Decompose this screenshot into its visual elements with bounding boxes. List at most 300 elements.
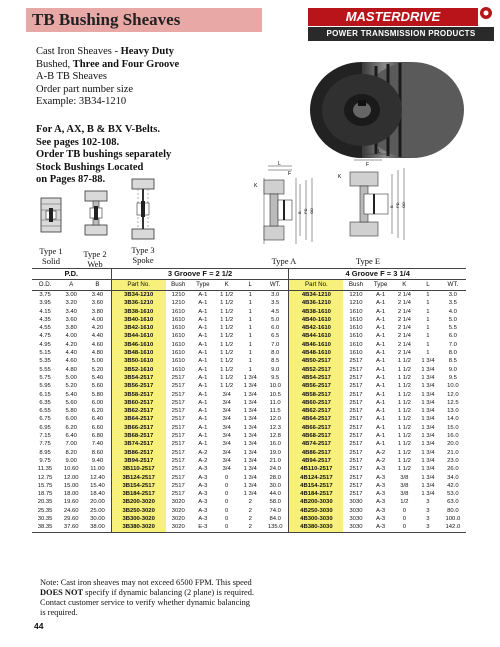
col-header: A [58,280,84,291]
table-cell: 1 3/4 [421,433,435,440]
table-cell: 1 3/4 [421,391,435,398]
table-cell: 1 3/4 [421,482,435,489]
table-cell: 0 [215,523,239,532]
part-number-cell: 4B54-2517 [289,374,344,382]
table-cell: 1 [248,325,252,332]
table-cell: 13.0 [447,408,459,415]
table-cell: 4.40 [91,333,104,340]
footnote-line: Note: Cast iron sheaves may not exceed 6500 FPM. This speed [40,578,252,587]
table-cell: 1 1/2 [397,457,411,464]
col-header: Part No. [111,280,166,291]
table-cell: 2 [248,499,252,506]
table-cell: 3 [426,516,430,523]
part-number-cell: 4B184-2517 [289,490,344,498]
table-cell: 2 [248,516,252,523]
dim-pd-label: PD [303,208,308,214]
group-header-3-groove: 3 Groove F = 2 1/2 [111,269,289,280]
part-number-cell: 4B36-1210 [289,299,344,307]
table-cell: A-2 [375,449,386,456]
table-cell: 5.55 [39,366,51,373]
table-cell: 2 1/4 [397,350,411,357]
part-number-cell: 4B124-2517 [289,474,344,482]
table-cell: 1/2 [400,499,409,506]
table-cell: 142.0 [440,523,466,532]
table-row [32,490,466,498]
table-cell: A-3 [375,507,386,514]
table-cell: 1 3/4 [243,457,257,464]
intro-text [36,46,179,109]
footnote-line: Contact customer service to verify whether dynamic balancing [40,598,250,607]
part-number-cell: 3B68-2517 [111,432,166,440]
table-cell: 1 1/2 [397,441,411,448]
table-cell: 9.5 [271,374,280,381]
table-cell: 2517 [171,399,185,406]
table-cell: 3.20 [65,300,77,307]
table-cell: A-3 [198,499,208,506]
table-cell: 12.5 [447,399,459,406]
table-cell: 3.60 [65,316,77,323]
table-cell: 0 [225,491,229,498]
table-cell: 1210 [171,292,185,298]
table-cell: 1 [248,316,252,323]
table-row [32,424,466,432]
table-cell: 3/8 [400,482,409,489]
table-cell: 1 3/4 [243,408,257,415]
table-cell: 2517 [349,408,363,415]
table-row [32,440,466,448]
dim-pd-label: PD [395,202,400,208]
table-cell: 4.40 [65,350,77,357]
table-cell: 0 [225,499,229,506]
table-cell: 6.20 [65,424,77,431]
part-number-cell: 3B74-2517 [111,440,166,448]
table-cell: 1610 [171,350,185,357]
table-cell: 5.15 [39,350,51,357]
table-cell: 1610 [171,333,185,340]
part-number-cell: 3B54-2517 [111,374,166,382]
table-cell: 6.75 [39,416,51,423]
table-cell: 9.0 [448,366,457,373]
table-cell: 100.0 [445,516,461,523]
table-cell: 1 1/2 [220,308,234,315]
col-header: K [393,280,417,291]
table-cell: 1 1/2 [220,300,234,307]
table-cell: 4.55 [39,325,51,332]
table-cell: 9.40 [91,457,104,464]
table-cell: 3.0 [271,292,280,298]
col-header: Bush [343,280,368,291]
table-cell: 135.0 [262,523,289,532]
table-cell: 2517 [171,416,185,423]
table-row [32,399,466,407]
table-cell: 1 3/4 [421,441,435,448]
table-cell: 1 1/2 [397,391,411,398]
table-cell: 3.75 [39,292,51,298]
table-cell: 3/4 [222,441,231,448]
table-cell: 9.75 [39,457,51,464]
table-cell: A-3 [369,523,393,532]
table-cell: 4.0 [448,308,457,315]
table-cell: 2517 [349,474,363,481]
table-cell: A-1 [375,333,386,340]
group-header-pd: P.D. [32,269,111,280]
table-cell: 8.5 [271,358,280,365]
table-row [32,474,466,482]
part-number-cell: 4B42-1610 [289,324,344,332]
part-number-cell: 3B62-2517 [111,407,166,415]
intro-line-5: Example: 3B34-1210 [36,96,127,108]
table-cell: 1 3/4 [243,433,257,440]
table-cell: 7.0 [271,341,280,348]
table-cell: A-1 [375,292,386,298]
table-cell: A-1 [198,374,208,381]
table-cell: 2517 [171,482,185,489]
table-cell: 1 1/2 [220,374,234,381]
table-cell: 10.60 [63,466,79,473]
intro-line-3: A-B TB Sheaves [36,71,107,83]
table-row [32,407,466,415]
table-cell: A-3 [198,474,208,481]
table-cell: A-3 [375,491,386,498]
dim-l-label: L [278,161,281,167]
table-row [32,449,466,457]
table-cell: A-3 [198,482,208,489]
table-cell: 2517 [349,383,363,390]
table-cell: 3/4 [222,457,231,464]
table-cell: A-1 [375,391,386,398]
table-cell: 2517 [349,399,363,406]
table-cell: 5.00 [91,358,104,365]
table-cell: 1 [248,350,252,357]
table-cell: 3 [426,507,430,514]
table-cell: 2517 [171,466,185,473]
table-cell: 9.5 [448,374,457,381]
table-cell: A-1 [375,316,386,323]
table-cell: 2517 [349,374,363,381]
table-cell: A-1 [198,358,208,365]
table-row [32,482,466,490]
table-cell: 1 3/4 [243,482,257,489]
table-cell: A-1 [375,441,386,448]
table-cell: 0 [402,507,407,514]
table-cell: 1 3/4 [421,424,435,431]
table-row [32,299,466,307]
table-cell: A-1 [198,416,208,423]
table-cell: 1 3/4 [421,457,435,464]
table-cell: A-1 [375,325,386,332]
table-row [32,349,466,357]
table-cell: 34.0 [447,474,459,481]
table-cell: 4.95 [39,341,51,348]
table-cell: 4.35 [39,316,51,323]
part-number-cell: 4B48-1610 [289,349,344,357]
table-cell: A-1 [375,341,386,348]
table-cell: 4.15 [39,308,51,315]
table-cell: 58.0 [269,499,281,506]
table-cell: 1 1/2 [220,366,234,373]
table-cell: 1210 [349,300,363,307]
table-cell: 5.0 [271,316,280,323]
col-header: Bush [166,280,191,291]
part-number-cell: 3B34-1210 [111,291,166,300]
table-cell: 6.40 [91,416,104,423]
table-cell: 4.80 [65,366,77,373]
part-number-cell: 3B380-3020 [111,523,166,532]
table-row [32,374,466,382]
table-row [32,316,466,324]
table-cell: 6.80 [91,433,104,440]
table-cell: A-3 [375,474,386,481]
part-number-cell: 3B110-2517 [111,465,166,473]
table-cell: 3.95 [39,300,51,307]
col-header: Type [191,280,215,291]
table-cell: A-2 [198,449,208,456]
part-number-cell: 3B60-2517 [111,399,166,407]
table-cell: 1210 [349,292,363,298]
part-number-cell: 4B40-1610 [289,316,344,324]
table-cell: 3.80 [65,325,77,332]
table-cell: 1 [248,341,252,348]
table-cell: 20.35 [37,499,53,506]
table-cell: 4.5 [271,308,280,315]
table-cell: 12.3 [269,424,281,431]
table-cell: A-1 [375,433,386,440]
dim-od-label: OD [309,208,314,214]
table-cell: A-1 [198,292,208,298]
table-cell: 7.75 [39,441,51,448]
table-cell: A-1 [198,341,208,348]
table-cell: A-1 [198,433,208,440]
table-row [32,515,466,523]
table-cell: 3030 [349,499,363,506]
col-header: L [238,280,262,291]
part-number-cell: 4B86-2517 [289,449,344,457]
table-row [32,366,466,374]
table-cell: 1 1/2 [220,325,234,332]
table-cell: 1 3/4 [421,408,435,415]
table-cell: 3/4 [222,399,231,406]
table-cell: 1610 [171,308,185,315]
table-cell: 6.15 [39,391,51,398]
table-cell: A-1 [198,325,208,332]
table-row [32,523,466,532]
table-cell: 1 3/4 [421,491,435,498]
part-number-cell: 3B124-2517 [111,474,166,482]
table-body [32,291,466,533]
table-cell: 25.35 [37,507,53,514]
table-cell: 1 [426,316,430,323]
table-cell: 6.55 [39,408,51,415]
table-cell: A-1 [198,333,208,340]
table-cell: A-3 [375,516,386,523]
table-cell: A-1 [198,316,208,323]
table-cell: A-1 [198,383,208,390]
type-e-drawing [330,148,414,254]
part-number-cell: 3B48-1610 [111,349,166,357]
dim-f-label: F [366,162,370,168]
table-cell: 1 3/4 [421,466,435,473]
table-cell: 2517 [171,391,185,398]
table-cell: 2517 [349,457,363,464]
table-cell: 1 1/2 [397,424,411,431]
table-cell: 1 [248,300,252,307]
part-number-cell: 4B68-2517 [289,432,344,440]
part-number-cell: 3B64-2517 [111,415,166,423]
part-number-cell: 4B200-3030 [289,498,344,506]
table-cell: 1 3/4 [421,383,435,390]
table-row [32,391,466,399]
table-cell: 1 3/4 [243,383,257,390]
table-cell: 4.80 [91,350,104,357]
table-cell: 3020 [171,507,185,514]
part-number-cell: 4B56-2517 [289,382,344,390]
dim-b-label: B [297,211,302,214]
table-cell: 1 [426,300,430,307]
part-number-cell: 4B46-1610 [289,341,344,349]
table-cell: 1 3/4 [421,399,435,406]
table-cell: A-3 [198,516,208,523]
table-cell: 6.95 [39,424,51,431]
table-cell: 0 [225,474,229,481]
table-cell: 18.75 [37,491,53,498]
table-cell: 3/4 [222,424,231,431]
table-cell: 2517 [349,449,363,456]
part-number-cell: 4B110-2517 [289,465,344,473]
table-cell: 19.60 [63,499,79,506]
table-cell: 0 [225,507,229,514]
table-cell: 2 1/4 [397,300,411,307]
table-group-header [32,269,466,280]
table-cell: 5.80 [91,391,104,398]
part-number-cell: 4B52-2517 [289,366,344,374]
table-cell: A-3 [198,466,208,473]
table-cell: A-1 [198,399,208,406]
dim-f-label: F [288,171,292,177]
part-number-cell: 3B300-3020 [111,515,166,523]
table-cell: 6.5 [271,333,280,340]
table-cell: 19.0 [269,449,281,456]
table-cell: E-3 [191,523,215,532]
table-cell: 29.60 [63,516,79,523]
table-cell: 1 1/2 [397,408,411,415]
table-row [32,332,466,340]
table-cell: 42.0 [447,482,459,489]
part-number-cell: 3B44-1610 [111,332,166,340]
table-cell: 1 [248,358,252,365]
table-cell: 6.20 [91,408,104,415]
table-cell: 4.20 [65,341,77,348]
table-cell: 3.00 [65,292,77,298]
part-number-cell: 3B42-1610 [111,324,166,332]
table-cell: 1 1/2 [397,374,411,381]
table-cell: 3/4 [222,433,231,440]
table-cell: 4.60 [65,358,77,365]
table-cell: 1610 [171,366,185,373]
table-cell: 11.0 [269,399,281,406]
table-cell: 12.0 [269,416,281,423]
table-cell: 26.0 [447,466,459,473]
table-cell: 4.20 [91,325,104,332]
table-cell: 5.60 [65,399,77,406]
table-cell: 30.35 [37,516,53,523]
table-cell: 15.0 [447,424,459,431]
table-cell: A-3 [375,466,386,473]
col-header: Part No. [289,280,344,291]
table-cell: 1 [426,350,430,357]
table-cell: 5.75 [39,374,51,381]
table-cell: 1 [426,292,430,298]
table-cell: 16.0 [447,433,459,440]
dim-b-label: B [389,205,394,208]
part-number-cell: 4B64-2517 [289,415,344,423]
table-cell: 38.35 [32,523,58,532]
table-cell: A-1 [198,441,208,448]
table-cell: 20.00 [90,499,105,506]
table-cell: 24.60 [63,507,79,514]
table-cell: 8.95 [39,449,51,456]
table-cell: A-3 [198,507,208,514]
table-cell: 5.0 [448,316,457,323]
col-header: B [84,280,111,291]
table-cell: 9.00 [65,457,77,464]
table-cell: 2517 [171,474,185,481]
part-number-cell: 4B62-2517 [289,407,344,415]
dim-k-label: K [254,183,258,189]
table-cell: 1 3/4 [243,399,257,406]
table-cell: A-1 [375,374,386,381]
table-cell: 53.0 [447,491,459,498]
table-cell: A-2 [375,457,386,464]
title-banner [26,8,262,32]
table-cell: 1 1/2 [220,358,234,365]
table-cell: 8.5 [448,358,457,365]
brand-tagline: POWER TRANSMISSION PRODUCTS [308,27,494,41]
table-cell: 1 1/2 [220,350,234,357]
table-cell: 5.40 [65,391,77,398]
table-cell: 5.95 [39,383,51,390]
table-cell: 3.40 [91,292,104,298]
table-cell: 1 1/2 [220,383,234,390]
table-cell: 1 3/4 [243,416,257,423]
table-cell: A-1 [375,399,386,406]
type-1-solid-illustration [36,194,66,236]
table-cell: A-1 [198,366,208,373]
table-cell: 3030 [343,523,368,532]
table-cell: 3/4 [222,416,231,423]
table-cell: 7.0 [448,341,457,348]
table-cell: 84.0 [269,516,281,523]
table-cell: 3/4 [222,391,231,398]
dim-od-label: OD [401,202,406,208]
table-cell: 2517 [349,482,363,489]
table-row [32,308,466,316]
part-number-cell: 4B58-2517 [289,391,344,399]
part-number-cell: 3B66-2517 [111,424,166,432]
type-2-caption: Type 2 Web [83,249,107,269]
table-cell: 3/8 [400,474,409,481]
table-cell: 30.00 [90,516,105,523]
table-cell: 1 3/4 [243,474,257,481]
table-cell: 2 1/4 [397,292,411,298]
table-cell: A-1 [198,308,208,315]
table-cell: 1 3/4 [421,358,435,365]
table-cell: 5.60 [91,383,104,390]
table-cell: 9.0 [271,366,280,373]
table-cell: A-1 [198,391,208,398]
table-cell: 25.00 [90,507,105,514]
table-row [32,291,466,300]
table-cell: 5.20 [65,383,77,390]
